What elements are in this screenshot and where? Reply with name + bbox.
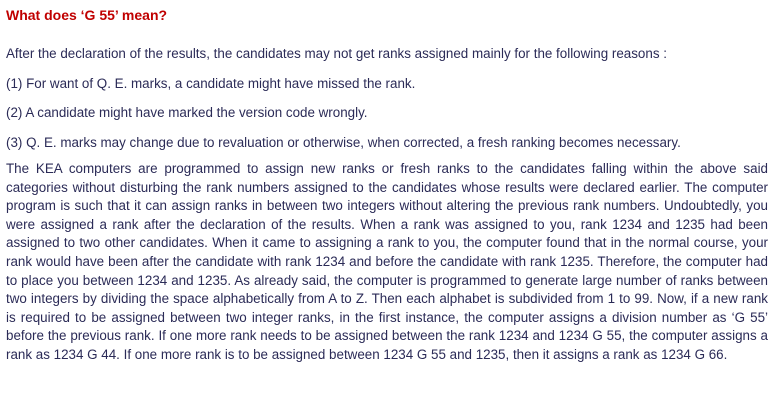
document-heading: What does ‘G 55’ mean? [6,7,168,23]
intro-paragraph: After the declaration of the results, the candidates may not get ranks assigned mainly for the following reasons : [6,46,667,61]
reason-2: (2) A candidate might have marked the version code wrongly. [6,105,368,120]
document [6,0,768,365]
reason-1: (1) For want of Q. E. marks, a candidate might have missed the rank. [6,75,416,91]
reason-3: (3) Q. E. marks may change due to revaluation or otherwise, when corrected, a fresh ranking becomes necessary. [6,134,681,150]
body-paragraph: The KEA computers are programmed to assign new ranks or fresh ranks to the candidates falling within the above said categories without disturbing the rank numbers assigned to the candidates whose results were declared earlier. The computer program is such that it can assign ranks in between two integers without altering the previous rank numbers. Undoubtedly, you were assigned a rank after the declaration of the results. When a rank was assigned to you, rank 1234 and 1235 had been assigned to two other candidates. When it came to assigning a rank to you, the computer found that in the normal course, your rank would have been after the candidate with rank 1234 and before the candidate with rank 1235. Therefore, the computer had to place you between 1234 and 1235. As already said, the computer is programmed to generate large number of ranks between two integers by dividing the space alphabetically from A to Z. Then each alphabet is subdivided from 1 to 99. Now, if a new rank is required to be assigned between two integer ranks, in the first instance, the computer assigns a division number as ‘G 55’ before the previous rank. If one more rank needs to be assigned between the rank 1234 and 1234 G 55, the computer assigns a rank as 1234 G 44. If one more rank is to be assigned between 1234 G 55 and 1235, then it assigns a rank as 1234 G 66. [6,161,768,362]
